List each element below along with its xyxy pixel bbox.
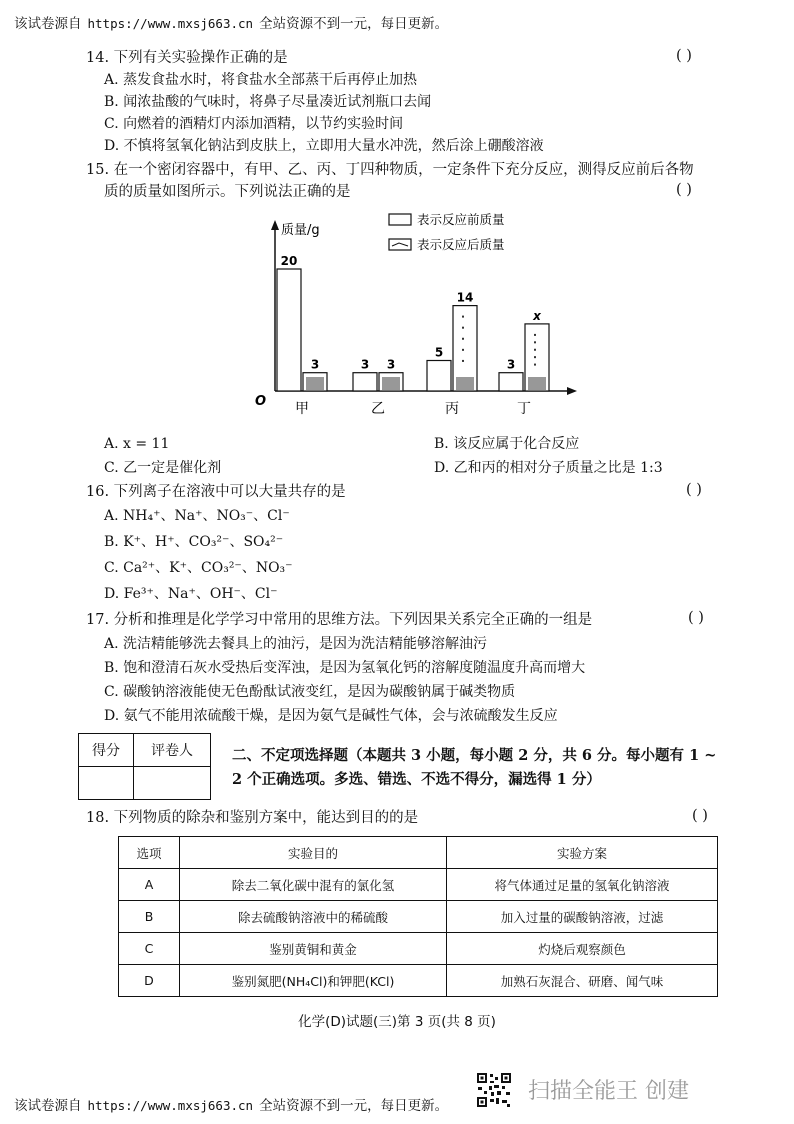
bar-after-dot-3-2: [534, 349, 536, 351]
q15-option-a: A. x = 11: [104, 436, 170, 452]
q15-option-b: B. 该反应属于化合反应: [434, 436, 580, 452]
bar-after-dot-3-3: [534, 356, 536, 358]
category-label-2: 丙: [445, 401, 459, 417]
bar-before-3: [499, 373, 523, 391]
legend-label-after: 表示反应后质量: [417, 237, 505, 252]
bar-after-hatch-0: [306, 377, 324, 390]
bar-after-dot-2-0: [462, 316, 464, 318]
legend-label-before: 表示反应前质量: [417, 212, 505, 227]
q16-option-b: B. K⁺、H⁺、CO₃²⁻、SO₄²⁻: [104, 534, 284, 550]
q16-option-a: A. NH₄⁺、Na⁺、NO₃⁻、Cl⁻: [104, 508, 290, 524]
q17-answer-paren: ( ): [688, 610, 704, 626]
table-row: [119, 901, 718, 933]
q17-stem: 17. 分析和推理是化学学习中常用的思维方法。下列因果关系完全正确的一组是: [86, 612, 593, 628]
header-url[interactable]: https://www.mxsj663.cn: [87, 16, 254, 31]
legend-swatch-before: [389, 214, 411, 225]
table-header-cell: 实验目的: [180, 837, 447, 869]
bar-after-dot-2-1: [462, 327, 464, 329]
category-label-0: 甲: [295, 401, 309, 417]
table-cell: 将气体通过足量的氢氧化钠溶液: [447, 869, 718, 901]
category-label-1: 乙: [371, 401, 385, 417]
x-axis-arrow: [567, 387, 577, 395]
data-label-before-3: 3: [506, 357, 516, 372]
watermark-text: 扫描全能王 创建: [528, 1079, 689, 1104]
chart-legend: [389, 212, 505, 252]
data-label-before-0: 20: [280, 254, 298, 268]
origin-label: O: [255, 394, 267, 409]
bar-after-dot-3-1: [534, 341, 536, 343]
data-label-after-0: 3: [310, 357, 320, 372]
table-cell: 除去二氧化碳中混有的氯化氢: [180, 869, 447, 901]
q18-answer-paren: ( ): [692, 808, 708, 824]
table-row: [119, 869, 718, 901]
table-cell: 鉴别氮肥(NH₄Cl)和钾肥(KCl): [180, 965, 447, 997]
q14-stem: 14. 下列有关实验操作正确的是: [86, 50, 288, 66]
table-header-cell: 实验方案: [447, 837, 718, 869]
bar-after-hatch-3: [528, 377, 546, 390]
bar-after-dot-2-3: [462, 349, 464, 351]
q14-answer-paren: ( ): [676, 48, 692, 64]
grader-label: 评卷人: [134, 734, 211, 767]
bar-after-hatch-2: [456, 377, 474, 390]
table-cell: B: [119, 901, 180, 933]
y-axis-arrow: [271, 220, 279, 230]
q17-option-d: D. 氨气不能用浓硫酸干燥，是因为氨气是碱性气体，会与浓硫酸发生反应: [104, 708, 558, 724]
page-number: 化学(D)试题(三)第 3 页(共 8 页): [298, 1014, 496, 1030]
q16-stem: 16. 下列离子在溶液中可以大量共存的是: [86, 484, 346, 500]
header-right: 全站资源不到一元，每日更新。: [259, 16, 449, 32]
table-cell: 除去硫酸钠溶液中的稀硫酸: [180, 901, 447, 933]
bottom-line: [14, 1094, 448, 1114]
table-row: [119, 933, 718, 965]
q18-table: [118, 836, 718, 997]
table-cell: 加熟石灰混合、研磨、闻气味: [447, 965, 718, 997]
bar-after-hatch-1: [382, 377, 400, 390]
score-field[interactable]: [79, 767, 134, 800]
q15-option-c: C. 乙一定是催化剂: [104, 460, 222, 476]
header-left: 该试卷源自: [14, 16, 82, 32]
section2-title-line1: 二、不定项选择题（本题共 3 小题，每小题 2 分，共 6 分。每小题有 1 ~: [232, 747, 717, 764]
y-axis-label: 质量/g: [281, 223, 320, 238]
grader-field[interactable]: [134, 767, 211, 800]
score-label: 得分: [79, 734, 134, 767]
bottom-right: 全站资源不到一元，每日更新。: [259, 1098, 449, 1114]
bar-after-dot-3-4: [534, 364, 536, 366]
table-cell: C: [119, 933, 180, 965]
bar-before-2: [427, 361, 451, 392]
score-box: [78, 733, 211, 800]
table-cell: A: [119, 869, 180, 901]
q17-option-b: B. 饱和澄清石灰水受热后变浑浊，是因为氢氧化钙的溶解度随温度升高而增大: [104, 660, 586, 676]
q18-stem: 18. 下列物质的除杂和鉴别方案中，能达到目的的是: [86, 810, 419, 826]
table-row: [119, 965, 718, 997]
q16-option-d: D. Fe³⁺、Na⁺、OH⁻、Cl⁻: [104, 586, 278, 602]
chart-bars: [277, 269, 549, 391]
q16-option-c: C. Ca²⁺、K⁺、CO₃²⁻、NO₃⁻: [104, 560, 293, 576]
table-cell: 鉴别黄铜和黄金: [180, 933, 447, 965]
q15-answer-paren: ( ): [676, 182, 692, 198]
q14-option-b: B. 闻浓盐酸的气味时，将鼻子尽量凑近试剂瓶口去闻: [104, 94, 432, 110]
q15-stem-line2: 质的质量如图所示。下列说法正确的是: [104, 184, 351, 200]
bar-after-dot-2-2: [462, 338, 464, 340]
table-cell: 加入过量的碳酸钠溶液，过滤: [447, 901, 718, 933]
q14-option-c: C. 向燃着的酒精灯内添加酒精，以节约实验时间: [104, 116, 404, 132]
table-cell: D: [119, 965, 180, 997]
legend-swatch-after: [389, 239, 411, 250]
section2-title-line2: 2 个正确选项。多选、错选、不选不得分，漏选得 1 分）: [232, 771, 601, 788]
table-header-row: [119, 837, 718, 869]
data-label-after-2: 14: [456, 290, 474, 305]
q14-option-a: A. 蒸发食盐水时，将食盐水全部蒸干后再停止加热: [104, 72, 418, 88]
chart-labels: [281, 254, 542, 417]
qr-code-icon: [476, 1072, 512, 1108]
q17-option-a: A. 洗洁精能够洗去餐具上的油污，是因为洗洁精能够溶解油污: [104, 636, 488, 652]
bar-before-1: [353, 373, 377, 391]
mass-bar-chart: [255, 208, 585, 418]
bar-before-0: [277, 269, 301, 391]
bottom-url[interactable]: https://www.mxsj663.cn: [87, 1098, 254, 1113]
header-line: [14, 12, 448, 32]
bottom-left: 该试卷源自: [14, 1098, 82, 1114]
q17-option-c: C. 碳酸钠溶液能使无色酚酞试液变红，是因为碳酸钠属于碱类物质: [104, 684, 516, 700]
data-label-after-3: x: [533, 308, 541, 323]
data-label-before-2: 5: [434, 345, 444, 360]
bar-after-dot-2-4: [462, 360, 464, 362]
q16-answer-paren: ( ): [686, 482, 702, 498]
category-label-3: 丁: [517, 401, 531, 417]
q15-stem-line1: 15. 在一个密闭容器中，有甲、乙、丙、丁四种物质，一定条件下充分反应，测得反应前后各物: [86, 162, 694, 178]
bar-after-dot-3-0: [534, 334, 536, 336]
data-label-after-1: 3: [386, 357, 396, 372]
table-header-cell: 选项: [119, 837, 180, 869]
q14-option-d: D. 不慎将氢氧化钠沾到皮肤上，立即用大量水冲洗，然后涂上硼酸溶液: [104, 138, 544, 154]
q15-option-d: D. 乙和丙的相对分子质量之比是 1:3: [434, 460, 663, 476]
data-label-before-1: 3: [360, 357, 370, 372]
table-cell: 灼烧后观察颜色: [447, 933, 718, 965]
